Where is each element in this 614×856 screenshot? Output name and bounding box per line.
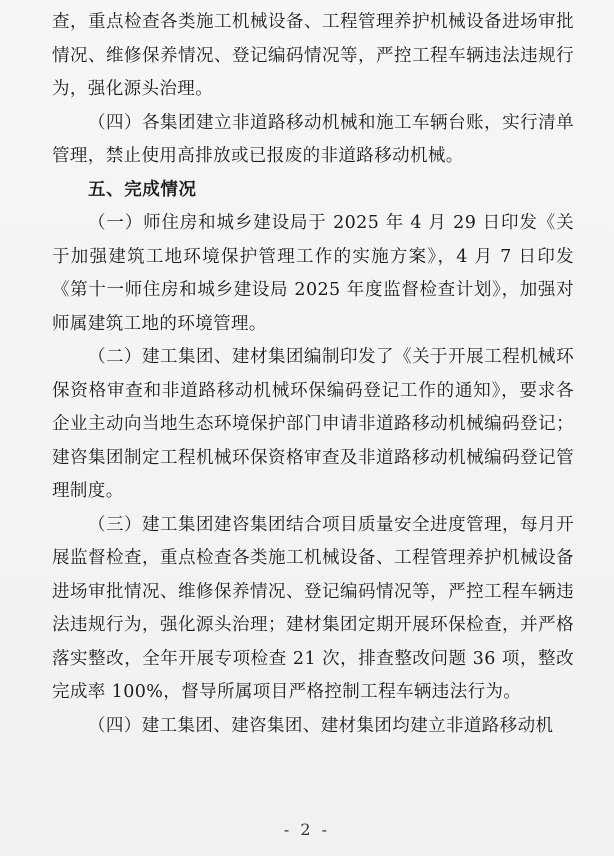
paragraph-item-4-groups: （四）建工集团、建咨集团、建材集团均建立非道路移动机: [88, 715, 554, 736]
paragraph-item-1-implementation: （一）师住房和城乡建设局于 2025 年 4 月 29 日印发《关于加强建筑工地环境保护管理工作的实施方案》，4 月 7 日印发《第十一师住房和城乡建设局 2025 年度监督检查计划》，加强对师属建筑工地的环境管理。: [52, 213, 574, 334]
paragraph-item-3-inspection: （三）建工集团建咨集团结合项目质量安全进度管理，每月开展监督检查，重点检查各类施工机械设备、工程管理养护机械设备进场审批情况、维修保养情况、登记编码情况等，严控工程车辆违法违规行为，强化源头治理；建材集团定期开展环保检查，并严格落实整改，全年开展专项检查 21 次，排查整改问题 36 项，整改完成率 100%，督导所属项目严格控制工程车辆违法行为。: [52, 514, 574, 702]
paragraph-item-2-notice: （二）建工集团、建材集团编制印发了《关于开展工程机械环保资格审查和非道路移动机械环保编码登记工作的通知》，要求各企业主动向当地生态环境保护部门申请非道路移动机械编码登记；建咨集团制定工程机械环保资格审查及非道路移动机械编码登记管理制度。: [52, 347, 574, 501]
paragraph-item-4-ledger: （四）各集团建立非道路移动机械和施工车辆台账，实行清单管理，禁止使用高排放或已报废的非道路移动机械。: [52, 112, 574, 166]
section-heading-completion: 五、完成情况: [88, 179, 197, 200]
paragraph-continuation: 查，重点检查各类施工机械设备、工程管理养护机械设备进场审批情况、维修保养情况、登记编码情况等，严控工程车辆违法违规行为，强化源头治理。: [52, 12, 574, 99]
page-number: - 2 -: [283, 820, 331, 839]
